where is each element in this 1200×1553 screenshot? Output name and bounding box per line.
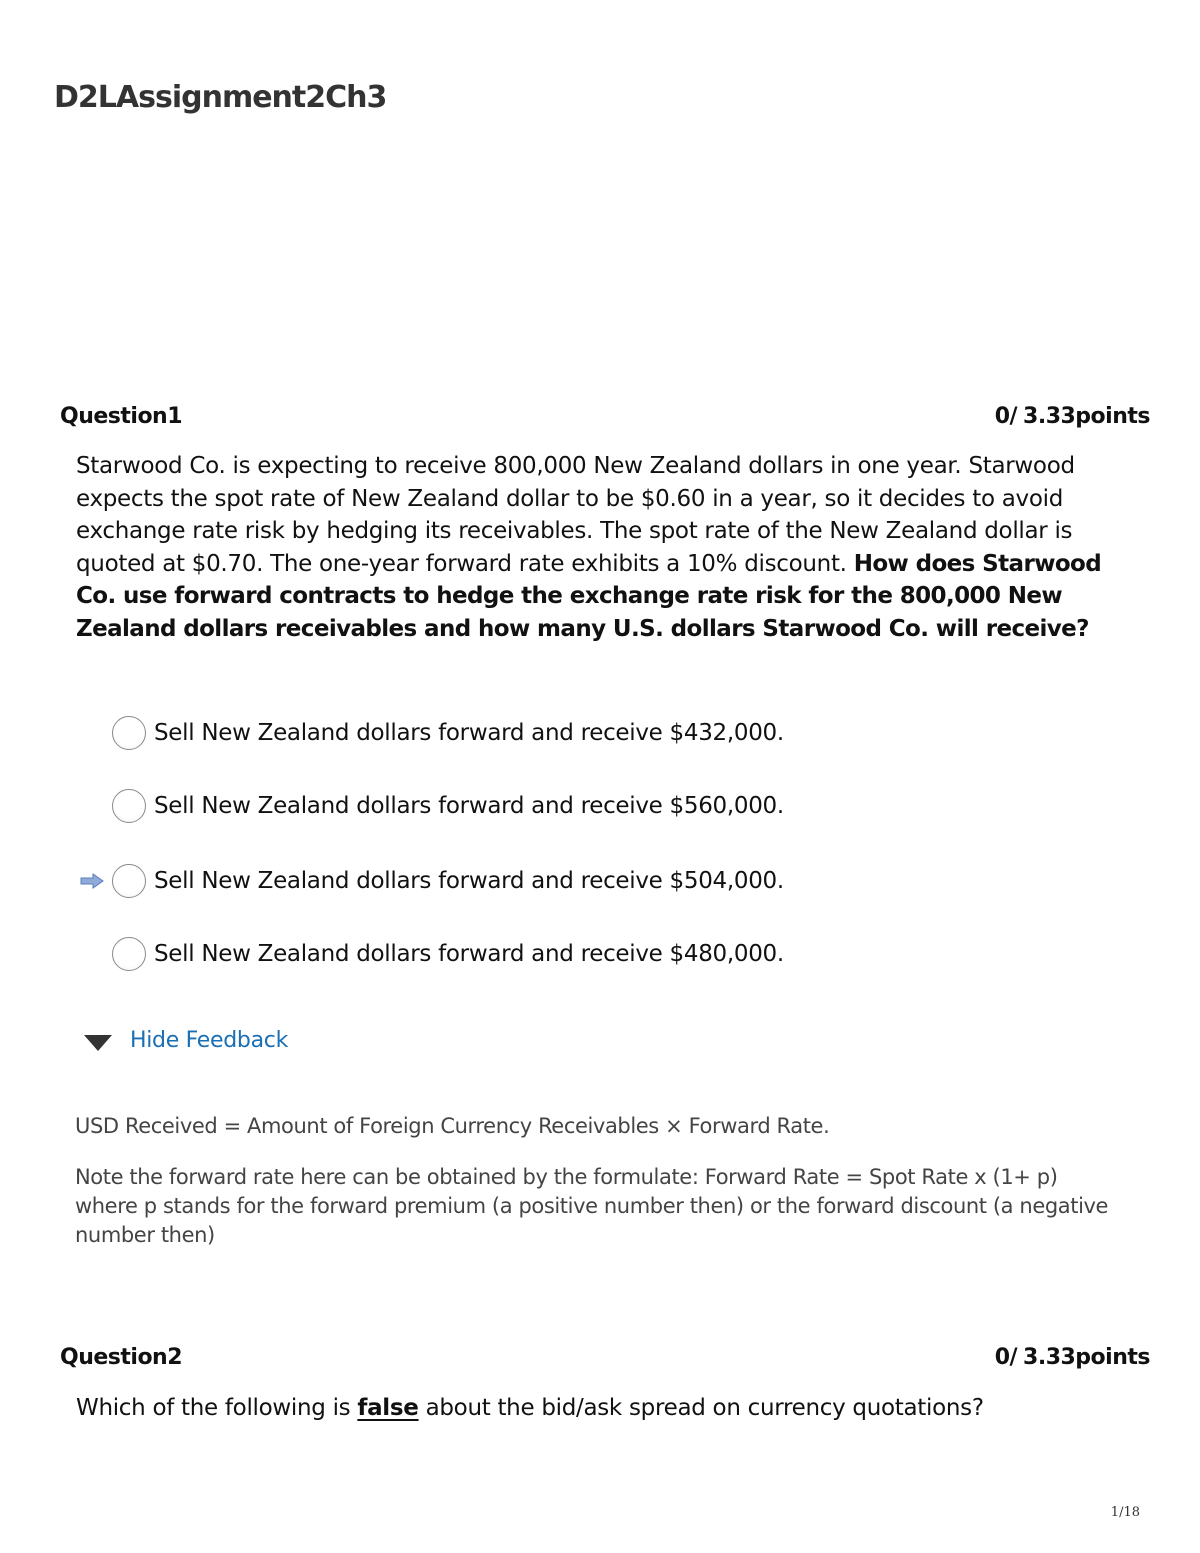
answer-choice-label: Sell New Zealand dollars forward and receive $480,000.: [154, 941, 784, 967]
radio-button[interactable]: [112, 864, 146, 898]
feedback-note: Note the forward rate here can be obtained by the formulate: Forward Rate = Spot Rate x (1+ p) where p stands for the forward premium (a positive number then) or the forward discount (a negative number then): [75, 1165, 1109, 1247]
radio-button[interactable]: [112, 937, 146, 971]
feedback-formula: USD Received = Amount of Foreign Currency Receivables × Forward Rate.: [75, 1114, 830, 1138]
question-1-header: [60, 404, 1150, 429]
false-emphasis: false: [357, 1395, 419, 1421]
arrow-right-icon: [80, 873, 104, 889]
answer-choice-4[interactable]: [80, 934, 784, 974]
question-1-label: Question1: [60, 404, 183, 429]
answer-choice-label: Sell New Zealand dollars forward and receive $504,000.: [154, 868, 784, 894]
question-1-score: 0/ 3.33points: [994, 404, 1150, 429]
page-title: D2LAssignment2Ch3: [54, 80, 387, 115]
question-2-header: [60, 1345, 1150, 1370]
page-number: 1/18: [1110, 1505, 1140, 1520]
question-2-label: Question2: [60, 1345, 183, 1370]
answer-choice-3[interactable]: [80, 861, 784, 901]
triangle-down-icon: [84, 1035, 112, 1051]
answer-choice-label: Sell New Zealand dollars forward and receive $560,000.: [154, 793, 784, 819]
radio-button[interactable]: [112, 789, 146, 823]
answer-choice-1[interactable]: [80, 713, 784, 753]
radio-button[interactable]: [112, 716, 146, 750]
answer-choice-label: Sell New Zealand dollars forward and receive $432,000.: [154, 720, 784, 746]
question-1-text: Starwood Co. is expecting to receive 800,000 New Zealand dollars in one year. Starwood expects the spot rate of New Zealand dollar to be $0.60 in a year, so it decides to avoid exchange rate risk by hedging its receivables. The spot rate of the New Zealand dollar is quoted at $0.70. The one-year forward rate exhibits a 10% discount. How does Starwood Co. use forward contracts to hedge the exchange rate risk for the 800,000 New Zealand dollars receivables and how many U.S. dollars Starwood Co. will receive?: [76, 453, 1102, 642]
question-2-score: 0/ 3.33points: [994, 1345, 1150, 1370]
answer-choice-2[interactable]: [80, 786, 784, 826]
question-2-text: Which of the following is false about the bid/ask spread on currency quotations?: [76, 1395, 984, 1421]
hide-feedback-link[interactable]: Hide Feedback: [130, 1028, 289, 1053]
hide-feedback-toggle[interactable]: [84, 1028, 288, 1053]
